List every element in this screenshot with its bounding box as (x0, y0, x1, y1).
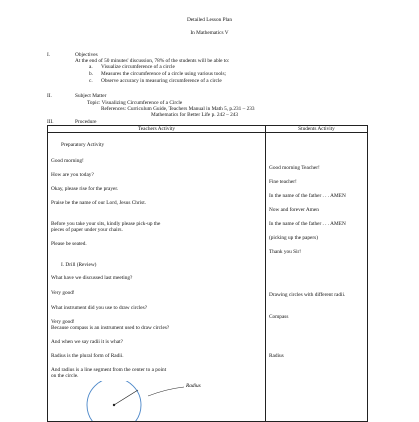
teacher-line: Because compass is an instrument used to draw circles? (51, 325, 170, 331)
teacher-line: Very good! (51, 290, 75, 296)
circle-radius-diagram (68, 381, 218, 421)
teacher-line: Please be seated. (51, 241, 87, 247)
objectives-heading: Objectives (75, 52, 98, 58)
objective-text: Measures the circumference of a circle using various tools; (101, 71, 227, 77)
procedure-heading: Procedure (75, 119, 97, 125)
teacher-line: And when we say radii it is what? (51, 339, 123, 345)
subject-matter-heading: Subject Matter (75, 93, 107, 99)
student-line: (picking up the papers) (269, 235, 318, 241)
teacher-line: Good morning! (51, 158, 84, 164)
document-title: Detailed Lesson Plan (186, 17, 232, 23)
teachers-activity-header: Teachers Activity (48, 126, 266, 133)
teacher-line: I. Drill (Review) (61, 262, 97, 268)
objective-text: Visualize circumference of a circle (101, 64, 175, 70)
teacher-line: Praise be the name of our Lord, Jesus Christ. (51, 200, 147, 206)
subject-references: References: Curriculum Guide, Teachers Manual in Math 5, p.231 – 233 (101, 106, 255, 112)
student-line: Now and forever Amen (269, 207, 319, 213)
radius-pointer (148, 387, 184, 396)
students-activity-header: Students Activity (266, 126, 368, 133)
student-line: Fine teacher! (269, 179, 297, 185)
teacher-line: Radius is the plural form of Radii. (51, 353, 124, 359)
subject-matter-numeral: II. (47, 93, 52, 99)
student-line: Radius (269, 353, 284, 359)
objective-letter: a. (89, 64, 93, 70)
teacher-line: And radius is a line segment from the center to a point (51, 367, 167, 373)
teachers-activity-cell (48, 133, 266, 422)
procedure-numeral: III. (47, 119, 54, 125)
teacher-line: Okay, please rise for the prayer. (51, 186, 119, 192)
student-line: In the name of the father . . . AMEN (269, 193, 346, 199)
teacher-line: What have we discussed last meeting? (51, 275, 133, 281)
objective-letter: c. (89, 78, 93, 84)
subject-references-cont: Mathematics for Better Life p. 242 – 243 (151, 112, 239, 118)
teacher-line: Preparatory Activity (61, 142, 105, 148)
teacher-line: How are you today? (51, 172, 94, 178)
radius-label: Radius (186, 383, 201, 389)
circle-shape (87, 381, 141, 421)
teacher-line: on the circle. (51, 373, 79, 379)
objective-text: Observe accuracy in measuring circumference of a circle (101, 78, 222, 84)
subject-topic: Topic: Visualizing Circumference of a Circle (87, 100, 183, 106)
document-subtitle: In Mathematics V (190, 30, 229, 36)
student-line: Compass (269, 314, 289, 320)
objectives-intro: At the end of 50 minutes' discussion, 78% of the students will be able to: (75, 58, 230, 64)
activity-table (47, 125, 368, 422)
student-line: Good morning Teacher! (269, 165, 320, 171)
objective-letter: b. (89, 71, 93, 77)
students-activity-cell (266, 133, 368, 422)
objectives-numeral: I. (47, 52, 51, 58)
teacher-line: pieces of paper under your chairs. (51, 227, 123, 233)
teacher-line: Very good! (51, 319, 75, 325)
student-line: Drawing circles with different radii. (269, 292, 346, 298)
teacher-line: What instrument did you use to draw circles? (51, 305, 148, 311)
student-line: Thank you Sir! (269, 249, 302, 255)
teacher-line: Before you take your sits, kindly please pick-up the (51, 221, 161, 227)
student-line: In the name of the father . . . AMEN (269, 221, 346, 227)
radius-line (114, 390, 138, 405)
